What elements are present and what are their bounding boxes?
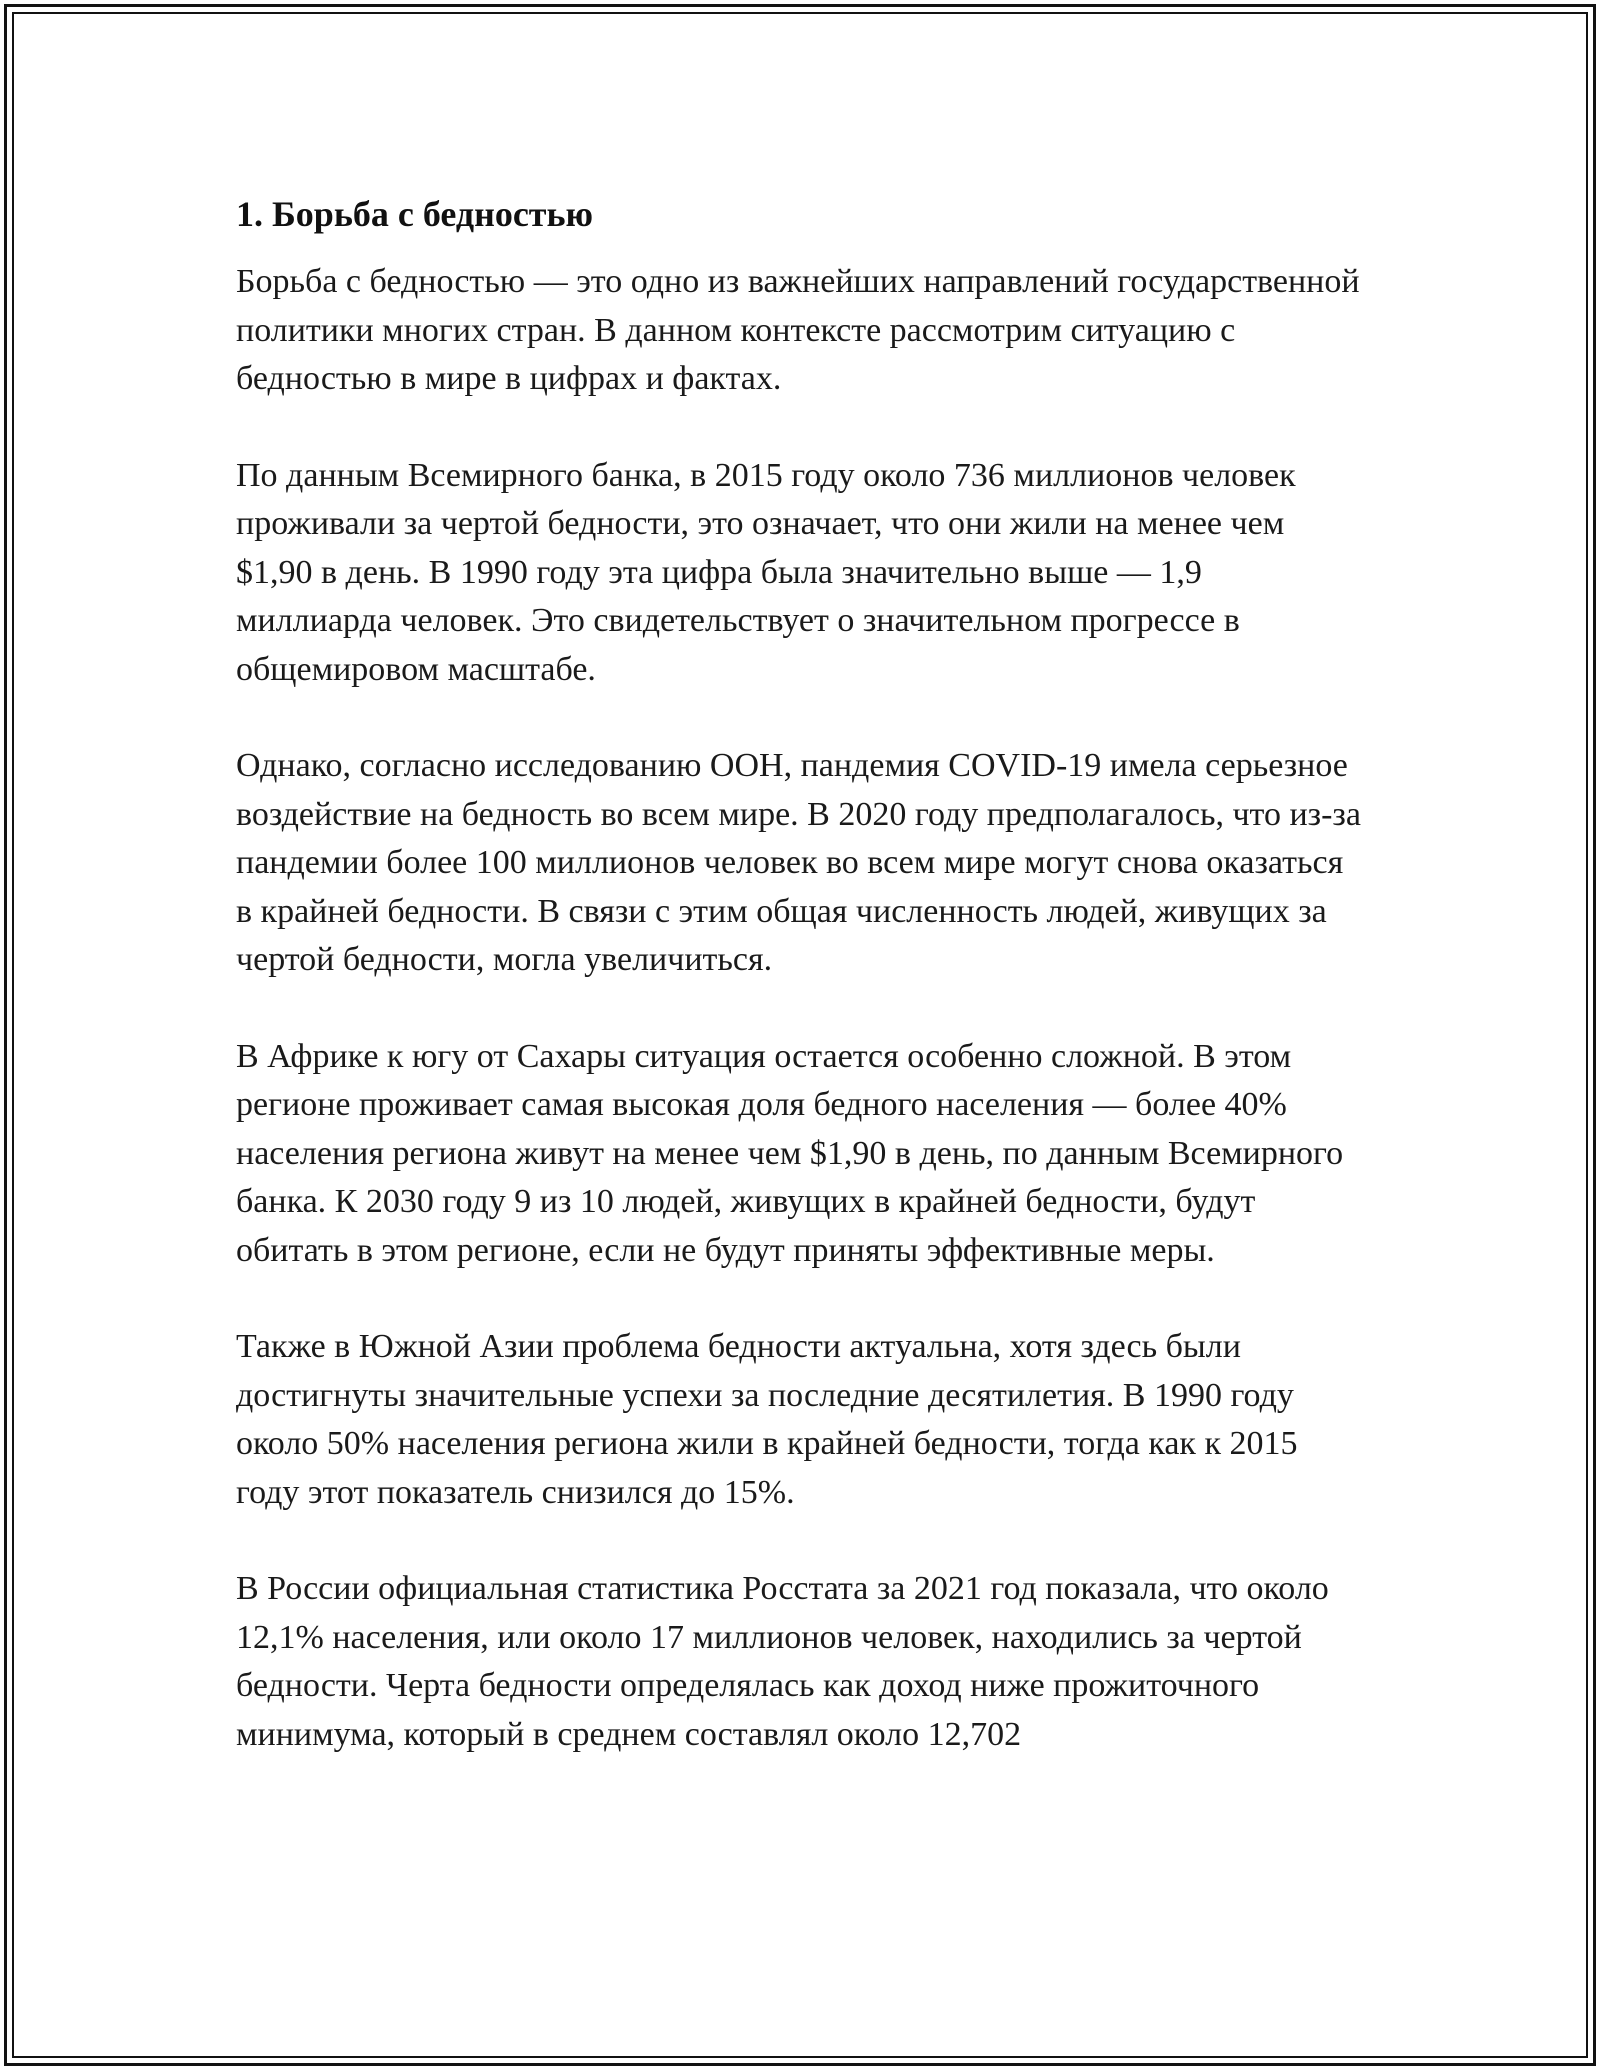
section-heading: 1. Борьба с бедностью <box>236 194 594 234</box>
paragraph-world-bank: По данным Всемирного банка, в 2015 году около 736 миллионов человек проживали за чертой бедности, это означает, что они жили на менее чем $1,90 в день. В 1990 году эта цифра была значительно выше — 1,9 миллиарда человек. Это свидетельствует о значительном прогрессе в общемировом масштабе. <box>236 456 1296 688</box>
paragraph-africa: В Африке к югу от Сахары ситуация остается особенно сложной. В этом регионе проживает самая высокая доля бедного населения — более 40% населения региона живут на менее чем $1,90 в день, по данным Всемирного банка. К 2030 году 9 из 10 людей, живущих в крайней бедности, будут обитать в этом регионе, если не будут приняты эффективные меры. <box>236 1037 1344 1269</box>
document-body <box>236 188 1366 1807</box>
paragraph-south-asia: Также в Южной Азии проблема бедности актуальна, хотя здесь были достигнуты значительные успехи за последние десятилетия. В 1990 году около 50% населения региона жили в крайней бедности, тогда как к 2015 году этот показатель снизился до 15%. <box>236 1328 1298 1511</box>
paragraph-covid: Однако, согласно исследованию ООН, пандемия COVID-19 имела серьезное воздействие на бедность во всем мире. В 2020 году предполагалось, что из-за пандемии более 100 миллионов человек во всем мире могут снова оказаться в крайней бедности. В связи с этим общая численность людей, живущих за чертой бедности, могла увеличиться. <box>236 747 1361 978</box>
paragraph-russia: В России официальная статистика Росстата за 2021 год показала, что около 12,1% населения, или около 17 миллионов человек, находились за чертой бедности. Черта бедности определялась как доход ниже прожиточного минимума, который в среднем составлял около 12,702 <box>236 1570 1329 1753</box>
paragraph-intro: Борьба с бедностью — это одно из важнейших направлений государственной политики многих стран. В данном контексте рассмотрим ситуацию с бедностью в мире в цифрах и фактах. <box>236 263 1360 397</box>
